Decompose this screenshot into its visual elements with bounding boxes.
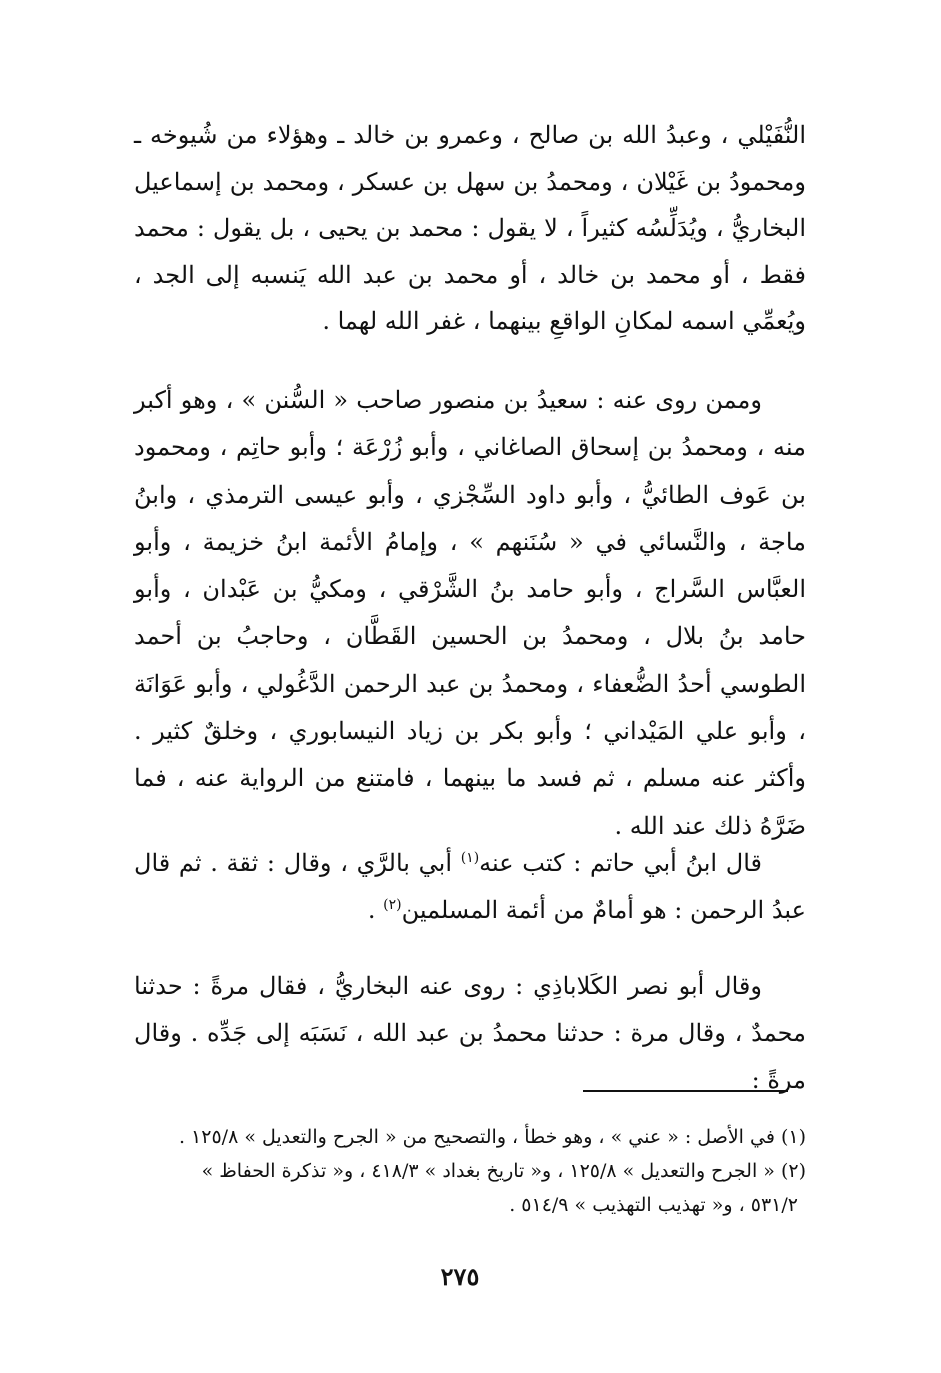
- footnote-1: (١) في الأصل : « عني » ، وهو خطأ ، والتصحيح من « الجرح والتعديل » ١٢٥/٨ .: [178, 1126, 806, 1148]
- footnote-ref-1[interactable]: (١): [460, 850, 480, 866]
- paragraph-4: [134, 963, 806, 1104]
- paragraph-3-text-after: .: [367, 896, 384, 924]
- paragraph-1-text: النُّفَيْلي ، وعبدُ الله بن صالح ، وعمرو بن خالد ـ وهؤلاء من شُيوخه ـ ومحمودُ بن غَيْلان ، ومحمدُ بن سهل بن عسكر ، ومحمد بن إسماعيل البخاريُّ ، ويُدَلِّسُه كثيراً ، لا يقول : محمد بن يحيى ، بل يقول : محمد فقط ، أو محمد بن خالد ، أو محمد بن عبد الله يَنسبه إلى الجد ، ويُعمِّي اسمه لمكانِ الواقعِ بينهما ، غفر الله لهما .: [134, 121, 806, 335]
- paragraph-2: [134, 377, 806, 850]
- page-number: ٢٧٥: [440, 1262, 480, 1291]
- footnote-2-line-2: ٥٣١/٢ ، و« تهذيب التهذيب » ٥١٤/٩ .: [509, 1194, 798, 1216]
- paragraph-3-text-before: قال ابنُ أبي حاتم : كتب عنه: [479, 849, 763, 877]
- footnote-ref-2[interactable]: (٢): [383, 897, 402, 913]
- footnote-2-line-1: (٢) « الجرح والتعديل » ١٢٥/٨ ، و« تاريخ بغداد » ٤١٨/٣ ، و« تذكرة الحفاظ »: [201, 1160, 806, 1182]
- paragraph-3-text-middle: أبي بالرَّي ، وقال : ثقة . ثم قال عبدُ الرحمن : هو أمامٌ من أئمة المسلمين: [134, 849, 806, 924]
- paragraph-2-text: وممن روى عنه : سعيدُ بن منصور صاحب « السُّنن » ، وهو أكبر منه ، ومحمدُ بن إسحاق الصاغاني ، وأبو زُرْعَة ؛ وأبو حاتِم ، ومحمود بن عَوف الطائيُّ ، وأبو داود السِّجْزي ، وأبو عيسى الترمذي ، وابنُ ماجة ، والنَّسائي في « سُنَنهم » ، وإمامُ الأئمة ابنُ خزيمة ، وأبو العبَّاس السَّراج ، وأبو حامد بنُ الشَّرْقي ، ومكيُّ بن عَبْدان ، وأبو حامد بنُ بلال ، ومحمدُ بن الحسين القَطَّان ، وحاجبُ بن أحمد الطوسي أحدُ الضُّعفاء ، ومحمدُ بن عبد الرحمن الدَّغُولي ، وأبو عَوَانَة ، وأبو علي المَيْداني ؛ وأبو بكر بن زياد النيسابوري ، وخلقٌ كثير . وأكثر عنه مسلم ، ثم فسد ما بينهما ، فامتنع من الرواية عنه ، فما ضَرَّهُ ذلك عند الله .: [134, 386, 806, 840]
- footnotes: [128, 1120, 806, 1222]
- paragraph-4-text: وقال أبو نصر الكَلاباذِي : روى عنه البخاريُّ ، فقال مرةً : حدثنا محمدٌ ، وقال مرة : حدثنا محمدُ بن عبد الله ، نَسَبَه إلى جَدِّه . وقال مرةً :: [134, 972, 806, 1094]
- footnote-separator: [583, 1090, 788, 1092]
- paragraph-3: [134, 840, 806, 934]
- paragraph-1: [134, 112, 806, 345]
